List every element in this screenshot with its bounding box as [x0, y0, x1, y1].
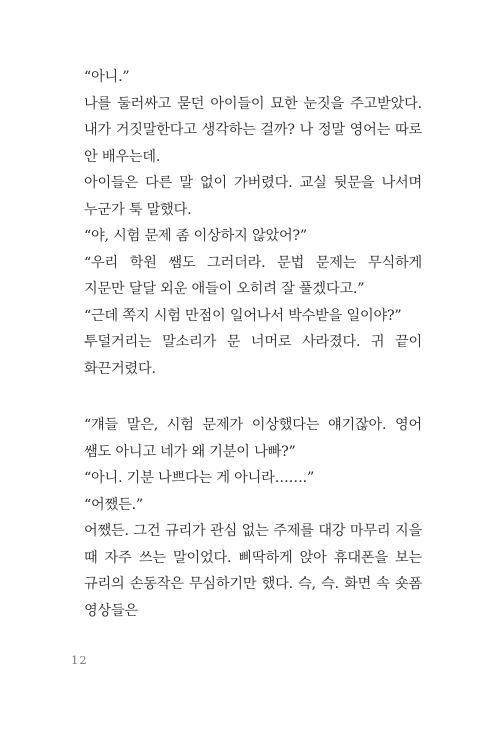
paragraph: “아니. 기분 나쁘다는 게 아니라…….”	[84, 470, 315, 486]
paragraph: 어쨌든. 그건 규리가 관심 없는 주제를 대강 마무리 지을 때 자주 쓰는 말이었다. 삐딱하게 앉아 휴대폰을 보는 규리의 손동작은 무심하기만 했다. 슥, 슥. 화면 속 숏폼 영상들은	[84, 523, 422, 619]
paragraph: “우리 학원 쌤도 그러더라. 문법 문제는 무식하게 지문만 달달 외운 애들이 오히려 잘 풀겠다고.”	[84, 254, 422, 297]
text-section-2	[84, 412, 422, 624]
paragraph: “어쨌든.”	[84, 496, 143, 513]
paragraph: 나를 둘러싸고 묻던 아이들이 묘한 눈짓을 주고받았다. 내가 거짓말한다고 생각하는 걸까? 나 정말 영어는 따로 안 배우는데.	[84, 95, 422, 165]
page-number: 12	[71, 653, 88, 667]
paragraph: “근데 쪽지 시험 만점이 일어나서 박수받을 일이야?”	[84, 307, 402, 324]
paragraph: “걔들 말은, 시험 문제가 이상했다는 얘기잖아. 영어 쌤도 아니고 네가 왜 기분이 나빠?”	[84, 417, 422, 460]
text-section-1	[84, 64, 422, 382]
paragraph: 투덜거리는 말소리가 문 너머로 사라졌다. 귀 끝이 화끈거렸다.	[84, 334, 422, 377]
paragraph: “아니.”	[84, 69, 130, 85]
paragraph: “야, 시험 문제 좀 이상하지 않았어?”	[84, 228, 307, 244]
paragraph: 아이들은 다른 말 없이 가버렸다. 교실 뒷문을 나서며 누군가 툭 말했다.	[84, 175, 422, 218]
